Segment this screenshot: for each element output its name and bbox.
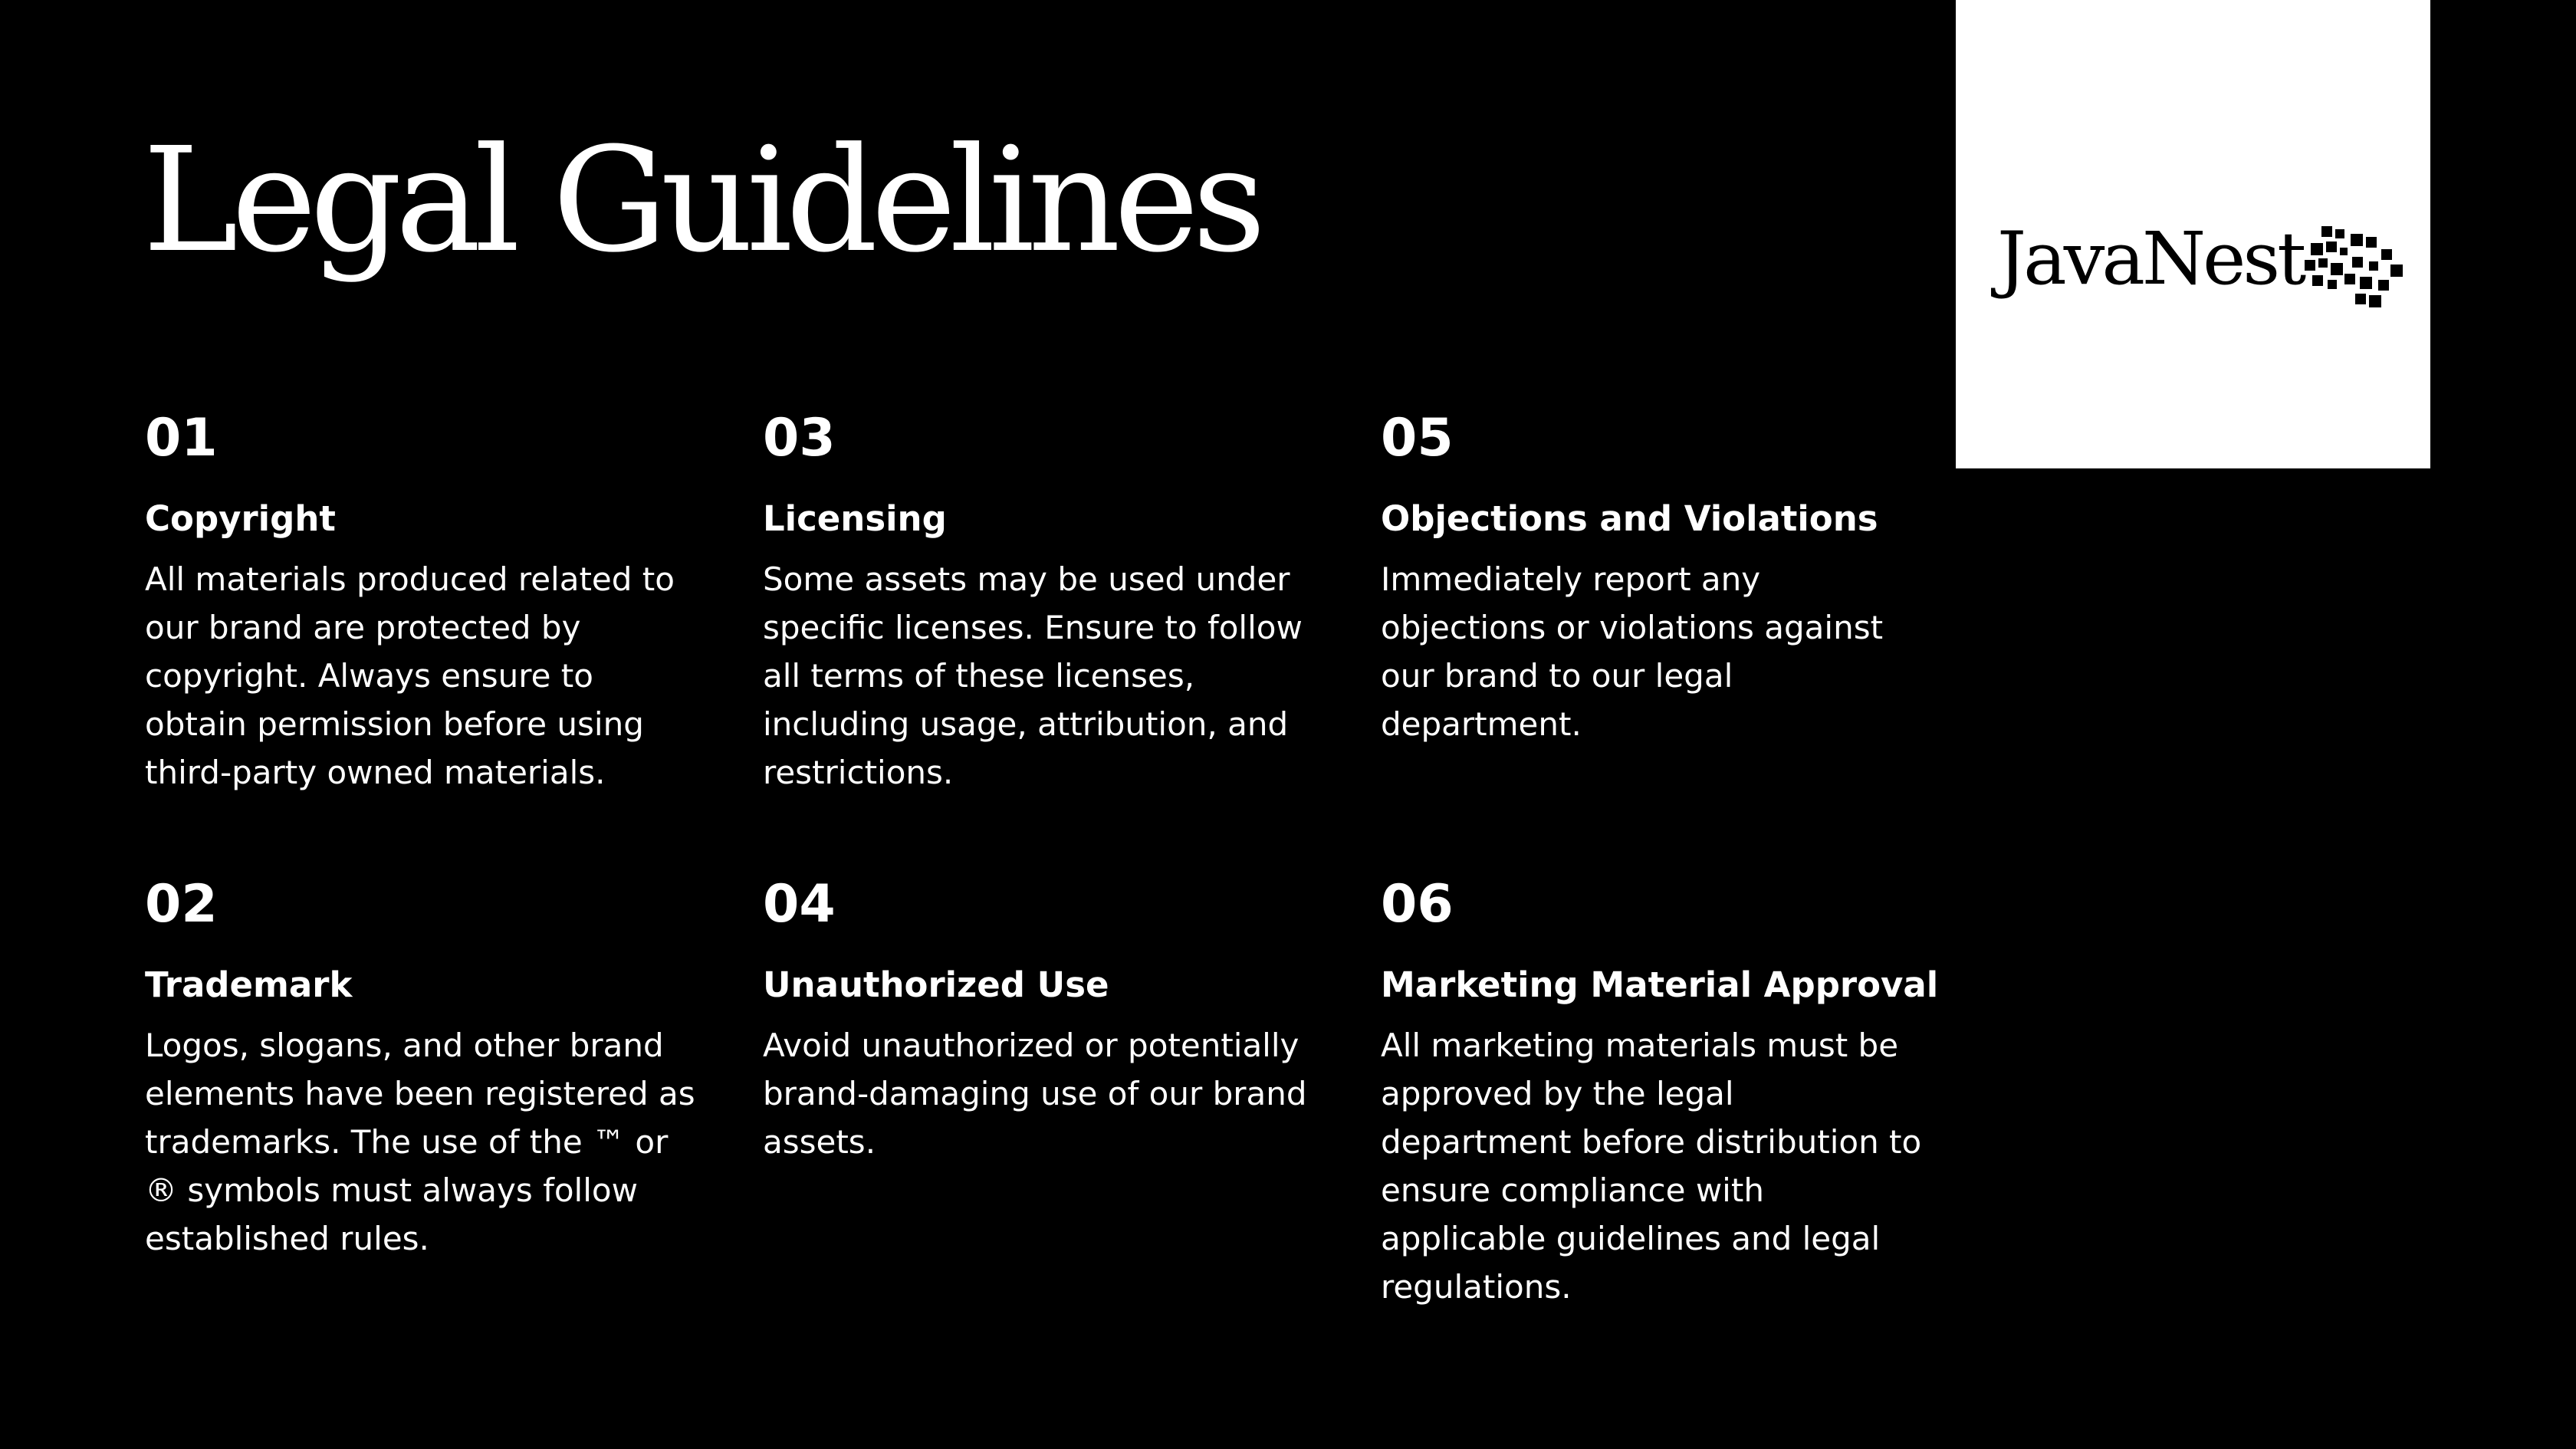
body-line: Avoid unauthorized or potentially [763, 1027, 1300, 1064]
body-line: third-party owned materials. [145, 754, 606, 791]
item-title: Unauthorized Use [763, 964, 1109, 1005]
body-line: Immediately report any [1381, 560, 1761, 598]
body-line: All marketing materials must be [1381, 1027, 1899, 1064]
body-line: including usage, attribution, and [763, 705, 1289, 743]
body-line: department. [1381, 705, 1582, 743]
body-line: All materials produced related to [145, 560, 675, 598]
item-body [1381, 555, 1917, 748]
item-body [763, 1021, 1307, 1166]
guideline-item-05 [1381, 408, 1917, 748]
item-title: Licensing [763, 498, 947, 539]
body-line: brand-damaging use of our brand [763, 1075, 1307, 1112]
guideline-item-02 [145, 874, 695, 1263]
item-body [145, 555, 682, 797]
body-line: regulations. [1381, 1268, 1572, 1306]
body-line: Some assets may be used under [763, 560, 1290, 598]
body-line: established rules. [145, 1220, 429, 1257]
body-line: assets. [763, 1123, 876, 1161]
body-line: ensure compliance with [1381, 1171, 1764, 1209]
body-line: objections or violations against [1381, 609, 1884, 646]
body-line: all terms of these licenses, [763, 657, 1195, 695]
body-line: elements have been registered as [145, 1075, 695, 1112]
body-line: ® symbols must always follow [145, 1171, 638, 1209]
item-title: Copyright [145, 498, 336, 539]
body-line: our brand to our legal [1381, 657, 1733, 695]
body-line: department before distribution to [1381, 1123, 1922, 1161]
body-line: applicable guidelines and legal [1381, 1220, 1881, 1257]
body-line: Logos, slogans, and other brand [145, 1027, 664, 1064]
item-number: 02 [145, 874, 218, 935]
item-body [763, 555, 1303, 797]
guideline-item-04 [763, 874, 1307, 1166]
body-line: trademarks. The use of the ™ or [145, 1123, 669, 1161]
logo-panel [1956, 0, 2430, 468]
guideline-item-01 [145, 408, 682, 797]
item-number: 01 [145, 408, 218, 468]
guideline-item-06 [1381, 874, 1939, 1311]
body-line: specific licenses. Ensure to follow [763, 609, 1303, 646]
item-title: Objections and Violations [1381, 498, 1878, 539]
guideline-item-03 [763, 408, 1303, 797]
body-line: approved by the legal [1381, 1075, 1734, 1112]
page-title: Legal Guidelines [143, 117, 1260, 284]
item-number: 03 [763, 408, 836, 468]
body-line: copyright. Always ensure to [145, 657, 593, 695]
body-line: restrictions. [763, 754, 954, 791]
item-title: Trademark [145, 964, 353, 1005]
item-body [145, 1021, 695, 1263]
item-number: 05 [1381, 408, 1454, 468]
item-number: 04 [763, 874, 836, 935]
body-line: obtain permission before using [145, 705, 644, 743]
pixel-cluster-icon [2305, 226, 2403, 310]
body-line: our brand are protected by [145, 609, 581, 646]
item-number: 06 [1381, 874, 1454, 935]
logo-wordmark: JavaNest [1997, 217, 2304, 301]
item-title: Marketing Material Approval [1381, 964, 1939, 1005]
item-body [1381, 1021, 1922, 1311]
